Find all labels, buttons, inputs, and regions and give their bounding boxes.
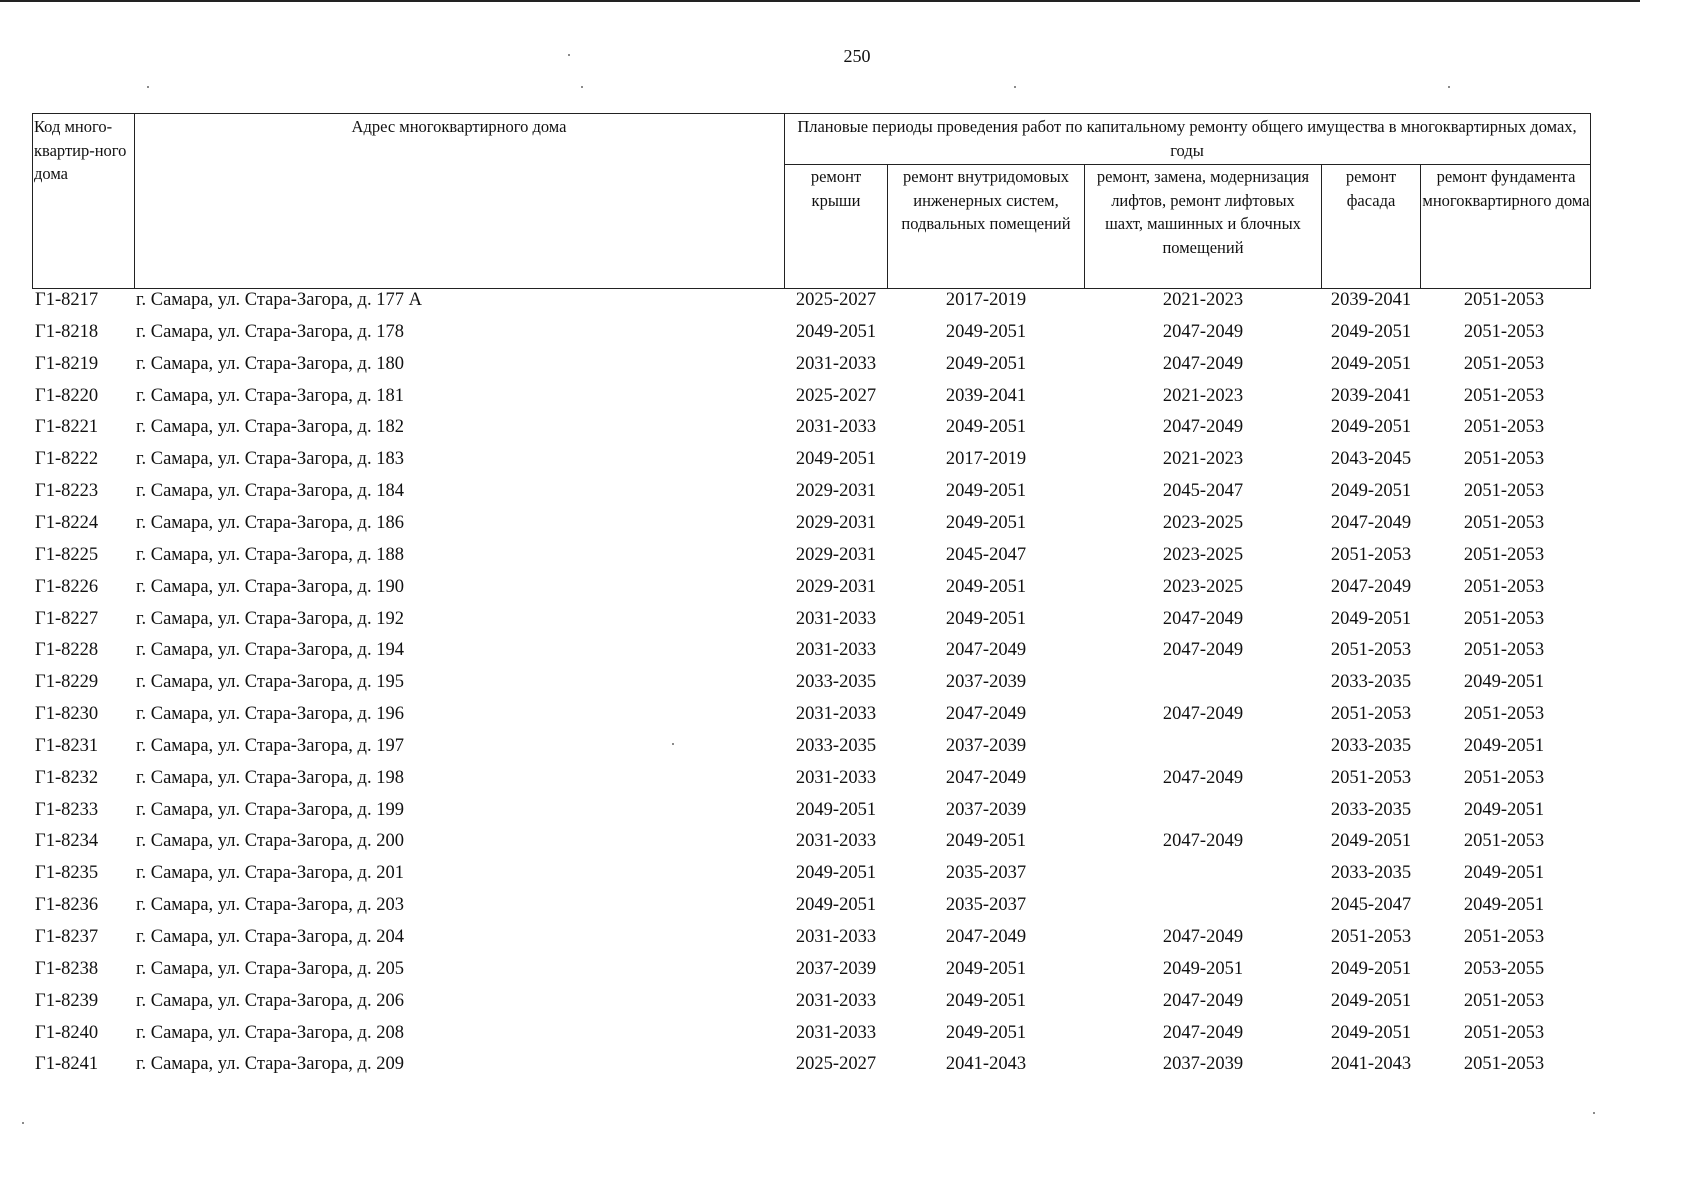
table-row: [0, 672, 1702, 704]
cell-foundation: 2051-2053: [1463, 1022, 1545, 1043]
table-row: [0, 800, 1702, 832]
cell-roof: 2025-2027: [795, 385, 877, 406]
cell-systems: 2017-2019: [945, 290, 1027, 310]
cell-systems: 2035-2037: [945, 863, 1027, 884]
cell-lifts: 2047-2049: [1162, 927, 1244, 947]
scan-speck: [1448, 86, 1450, 88]
header-roof: ремонт крыши: [810, 167, 862, 210]
cell-roof: 2031-2033: [795, 417, 877, 438]
table-row: [0, 863, 1702, 895]
cell-foundation: 2051-2053: [1463, 481, 1545, 502]
cell-foundation: 2051-2053: [1463, 576, 1545, 597]
cell-facade: 2049-2051: [1330, 608, 1412, 629]
cell-address: г. Самара, ул. Стара-Загора, д. 200: [136, 831, 404, 852]
table-row: [0, 927, 1702, 959]
cell-systems: 2049-2051: [945, 608, 1027, 629]
table-row: [0, 768, 1702, 800]
cell-foundation: 2051-2053: [1463, 417, 1545, 438]
table-row: [0, 513, 1702, 545]
cell-systems: 2049-2051: [945, 417, 1027, 438]
table-row: [0, 609, 1702, 641]
cell-roof: 2031-2033: [795, 704, 877, 725]
cell-code: Г1-8227: [35, 608, 99, 629]
cell-systems: 2049-2051: [945, 990, 1027, 1011]
table-row: [0, 959, 1702, 991]
cell-roof: 2033-2035: [795, 735, 877, 756]
cell-lifts: 2047-2049: [1162, 990, 1244, 1011]
header-divider: [134, 113, 135, 289]
scan-speck: [22, 1122, 24, 1124]
cell-address: г. Самара, ул. Стара-Загора, д. 203: [136, 895, 404, 916]
cell-lifts: 2047-2049: [1162, 767, 1244, 788]
cell-code: Г1-8220: [35, 385, 99, 406]
cell-systems: 2049-2051: [945, 958, 1027, 979]
cell-roof: 2031-2033: [795, 608, 877, 629]
cell-roof: 2029-2031: [795, 481, 877, 502]
cell-foundation: 2051-2053: [1463, 990, 1545, 1011]
cell-roof: 2031-2033: [795, 831, 877, 852]
cell-facade: 2049-2051: [1330, 831, 1412, 852]
cell-lifts: 2047-2049: [1162, 1022, 1244, 1043]
cell-facade: 2051-2053: [1330, 544, 1412, 565]
cell-lifts: 2023-2025: [1162, 576, 1244, 597]
cell-foundation: 2051-2053: [1463, 385, 1545, 406]
cell-foundation: 2051-2053: [1463, 449, 1545, 470]
header-lifts: ремонт, замена, модернизация лифтов, ремонт лифтовых шахт, машинных и блочных помещений: [1096, 167, 1310, 257]
cell-systems: 2041-2043: [945, 1054, 1027, 1075]
cell-facade: 2039-2041: [1330, 385, 1412, 406]
cell-roof: 2031-2033: [795, 767, 877, 788]
cell-systems: 2017-2019: [945, 449, 1027, 470]
cell-roof: 2049-2051: [795, 895, 877, 916]
top-rule: [0, 0, 1640, 2]
table-row: [0, 1023, 1702, 1055]
cell-facade: 2033-2035: [1330, 672, 1412, 693]
cell-lifts: 2047-2049: [1162, 831, 1244, 852]
cell-code: Г1-8240: [35, 1022, 99, 1043]
cell-facade: 2051-2053: [1330, 927, 1412, 947]
table-row: [0, 322, 1702, 354]
table-row: [0, 354, 1702, 386]
cell-roof: 2025-2027: [795, 290, 877, 310]
table-row: [0, 736, 1702, 768]
cell-code: Г1-8239: [35, 990, 99, 1011]
cell-address: г. Самара, ул. Стара-Загора, д. 209: [136, 1054, 404, 1075]
cell-lifts: 2047-2049: [1162, 417, 1244, 438]
cell-address: г. Самара, ул. Стара-Загора, д. 177 А: [136, 290, 422, 310]
cell-facade: 2049-2051: [1330, 1022, 1412, 1043]
cell-code: Г1-8226: [35, 576, 99, 597]
cell-foundation: 2051-2053: [1463, 927, 1545, 947]
cell-address: г. Самара, ул. Стара-Загора, д. 186: [136, 512, 404, 533]
table-row: [0, 1054, 1702, 1086]
cell-roof: 2031-2033: [795, 990, 877, 1011]
cell-foundation: 2049-2051: [1463, 799, 1545, 820]
cell-address: г. Самара, ул. Стара-Загора, д. 182: [136, 417, 404, 438]
cell-roof: 2029-2031: [795, 544, 877, 565]
cell-facade: 2049-2051: [1330, 417, 1412, 438]
scan-speck: [568, 54, 570, 56]
cell-code: Г1-8236: [35, 895, 99, 916]
cell-roof: 2037-2039: [795, 958, 877, 979]
cell-systems: 2049-2051: [945, 321, 1027, 342]
cell-facade: 2043-2045: [1330, 449, 1412, 470]
cell-foundation: 2049-2051: [1463, 863, 1545, 884]
cell-code: Г1-8231: [35, 735, 99, 756]
cell-foundation: 2051-2053: [1463, 1054, 1545, 1075]
cell-address: г. Самара, ул. Стара-Загора, д. 206: [136, 990, 404, 1011]
cell-foundation: 2049-2051: [1463, 672, 1545, 693]
cell-address: г. Самара, ул. Стара-Загора, д. 196: [136, 704, 404, 725]
cell-roof: 2025-2027: [795, 1054, 877, 1075]
cell-lifts: 2037-2039: [1162, 1054, 1244, 1075]
cell-foundation: 2051-2053: [1463, 353, 1545, 374]
cell-address: г. Самара, ул. Стара-Загора, д. 178: [136, 321, 404, 342]
cell-systems: 2037-2039: [945, 735, 1027, 756]
cell-systems: 2035-2037: [945, 895, 1027, 916]
table-row: [0, 704, 1702, 736]
cell-facade: 2049-2051: [1330, 990, 1412, 1011]
cell-systems: 2045-2047: [945, 544, 1027, 565]
cell-address: г. Самара, ул. Стара-Загора, д. 192: [136, 608, 404, 629]
cell-systems: 2047-2049: [945, 640, 1027, 661]
header-foundation: ремонт фундамента многоквартирного дома: [1422, 167, 1590, 210]
cell-address: г. Самара, ул. Стара-Загора, д. 198: [136, 767, 404, 788]
cell-systems: 2047-2049: [945, 767, 1027, 788]
cell-lifts: 2047-2049: [1162, 640, 1244, 661]
cell-lifts: 2023-2025: [1162, 544, 1244, 565]
cell-foundation: 2049-2051: [1463, 895, 1545, 916]
cell-address: г. Самара, ул. Стара-Загора, д. 181: [136, 385, 404, 406]
header-code: Код много-квартир-ного дома: [34, 117, 127, 183]
cell-facade: 2047-2049: [1330, 576, 1412, 597]
cell-address: г. Самара, ул. Стара-Загора, д. 199: [136, 799, 404, 820]
cell-facade: 2049-2051: [1330, 481, 1412, 502]
table-row: [0, 991, 1702, 1023]
table-row: [0, 577, 1702, 609]
table-row: [0, 895, 1702, 927]
cell-lifts: 2047-2049: [1162, 321, 1244, 342]
cell-systems: 2049-2051: [945, 1022, 1027, 1043]
table-row: [0, 290, 1702, 322]
cell-foundation: 2051-2053: [1463, 544, 1545, 565]
cell-lifts: 2023-2025: [1162, 512, 1244, 533]
cell-facade: 2051-2053: [1330, 640, 1412, 661]
cell-facade: 2047-2049: [1330, 512, 1412, 533]
table-row: [0, 831, 1702, 863]
header-address: Адрес многоквартирного дома: [351, 117, 567, 136]
cell-systems: 2049-2051: [945, 512, 1027, 533]
cell-facade: 2039-2041: [1330, 290, 1412, 310]
cell-code: Г1-8223: [35, 481, 99, 502]
cell-lifts: 2047-2049: [1162, 704, 1244, 725]
cell-systems: 2049-2051: [945, 576, 1027, 597]
cell-systems: 2047-2049: [945, 927, 1027, 947]
cell-foundation: 2051-2053: [1463, 704, 1545, 725]
table-row: [0, 640, 1702, 672]
cell-systems: 2049-2051: [945, 353, 1027, 374]
cell-address: г. Самара, ул. Стара-Загора, д. 205: [136, 958, 404, 979]
scan-speck: [1593, 1112, 1595, 1114]
cell-address: г. Самара, ул. Стара-Загора, д. 188: [136, 544, 404, 565]
cell-address: г. Самара, ул. Стара-Загора, д. 208: [136, 1022, 404, 1043]
cell-roof: 2049-2051: [795, 863, 877, 884]
cell-foundation: 2053-2055: [1463, 958, 1545, 979]
page-number: 250: [843, 46, 871, 66]
cell-code: Г1-8235: [35, 863, 99, 884]
table-row: [0, 449, 1702, 481]
cell-address: г. Самара, ул. Стара-Загора, д. 194: [136, 640, 404, 661]
cell-code: Г1-8225: [35, 544, 99, 565]
cell-code: Г1-8238: [35, 958, 99, 979]
cell-lifts: 2021-2023: [1162, 385, 1244, 406]
cell-address: г. Самара, ул. Стара-Загора, д. 183: [136, 449, 404, 470]
cell-lifts: 2045-2047: [1162, 481, 1244, 502]
cell-lifts: 2047-2049: [1162, 608, 1244, 629]
cell-systems: 2037-2039: [945, 799, 1027, 820]
table-row: [0, 417, 1702, 449]
cell-roof: 2049-2051: [795, 449, 877, 470]
cell-facade: 2033-2035: [1330, 863, 1412, 884]
cell-foundation: 2051-2053: [1463, 290, 1545, 310]
cell-code: Г1-8241: [35, 1054, 99, 1075]
cell-facade: 2051-2053: [1330, 767, 1412, 788]
cell-lifts: 2047-2049: [1162, 353, 1244, 374]
cell-systems: 2047-2049: [945, 704, 1027, 725]
cell-roof: 2033-2035: [795, 672, 877, 693]
cell-code: Г1-8219: [35, 353, 99, 374]
cell-code: Г1-8222: [35, 449, 99, 470]
scan-speck: [147, 86, 149, 88]
cell-roof: 2049-2051: [795, 321, 877, 342]
cell-code: Г1-8221: [35, 417, 99, 438]
header-systems: ремонт внутридомовых инженерных систем, подвальных помещений: [901, 167, 1071, 233]
cell-lifts: 2021-2023: [1162, 449, 1244, 470]
cell-facade: 2045-2047: [1330, 895, 1412, 916]
cell-lifts: 2049-2051: [1162, 958, 1244, 979]
cell-facade: 2049-2051: [1330, 353, 1412, 374]
cell-code: Г1-8234: [35, 831, 99, 852]
cell-facade: 2033-2035: [1330, 799, 1412, 820]
cell-systems: 2037-2039: [945, 672, 1027, 693]
cell-facade: 2041-2043: [1330, 1054, 1412, 1075]
cell-foundation: 2051-2053: [1463, 608, 1545, 629]
cell-facade: 2033-2035: [1330, 735, 1412, 756]
cell-code: Г1-8228: [35, 640, 99, 661]
cell-code: Г1-8224: [35, 512, 99, 533]
cell-code: Г1-8218: [35, 321, 99, 342]
cell-foundation: 2051-2053: [1463, 512, 1545, 533]
cell-facade: 2049-2051: [1330, 321, 1412, 342]
header-periods-title: Плановые периоды проведения работ по капитальному ремонту общего имущества в многоквартирных домах, годы: [797, 117, 1577, 160]
scan-speck: [1014, 86, 1016, 88]
cell-address: г. Самара, ул. Стара-Загора, д. 195: [136, 672, 404, 693]
table-row: [0, 386, 1702, 418]
cell-systems: 2049-2051: [945, 831, 1027, 852]
cell-address: г. Самара, ул. Стара-Загора, д. 201: [136, 863, 404, 884]
cell-code: Г1-8237: [35, 927, 99, 947]
cell-foundation: 2051-2053: [1463, 831, 1545, 852]
cell-facade: 2051-2053: [1330, 704, 1412, 725]
cell-roof: 2031-2033: [795, 1022, 877, 1043]
cell-foundation: 2051-2053: [1463, 767, 1545, 788]
cell-roof: 2029-2031: [795, 576, 877, 597]
cell-foundation: 2051-2053: [1463, 640, 1545, 661]
cell-code: Г1-8232: [35, 767, 99, 788]
cell-foundation: 2051-2053: [1463, 321, 1545, 342]
cell-foundation: 2049-2051: [1463, 735, 1545, 756]
cell-code: Г1-8229: [35, 672, 99, 693]
cell-address: г. Самара, ул. Стара-Загора, д. 197: [136, 735, 404, 756]
cell-systems: 2049-2051: [945, 481, 1027, 502]
cell-roof: 2031-2033: [795, 353, 877, 374]
cell-address: г. Самара, ул. Стара-Загора, д. 190: [136, 576, 404, 597]
table-row: [0, 481, 1702, 513]
cell-facade: 2049-2051: [1330, 958, 1412, 979]
cell-address: г. Самара, ул. Стара-Загора, д. 180: [136, 353, 404, 374]
header-facade: ремонт фасада: [1345, 167, 1397, 210]
cell-address: г. Самара, ул. Стара-Загора, д. 204: [136, 927, 404, 947]
cell-code: Г1-8230: [35, 704, 99, 725]
cell-code: Г1-8233: [35, 799, 99, 820]
cell-roof: 2031-2033: [795, 640, 877, 661]
cell-code: Г1-8217: [35, 290, 99, 310]
cell-address: г. Самара, ул. Стара-Загора, д. 184: [136, 481, 404, 502]
cell-systems: 2039-2041: [945, 385, 1027, 406]
cell-roof: 2031-2033: [795, 927, 877, 947]
cell-roof: 2029-2031: [795, 512, 877, 533]
table-row: [0, 545, 1702, 577]
cell-lifts: 2021-2023: [1162, 290, 1244, 310]
cell-roof: 2049-2051: [795, 799, 877, 820]
scan-speck: [581, 86, 583, 88]
